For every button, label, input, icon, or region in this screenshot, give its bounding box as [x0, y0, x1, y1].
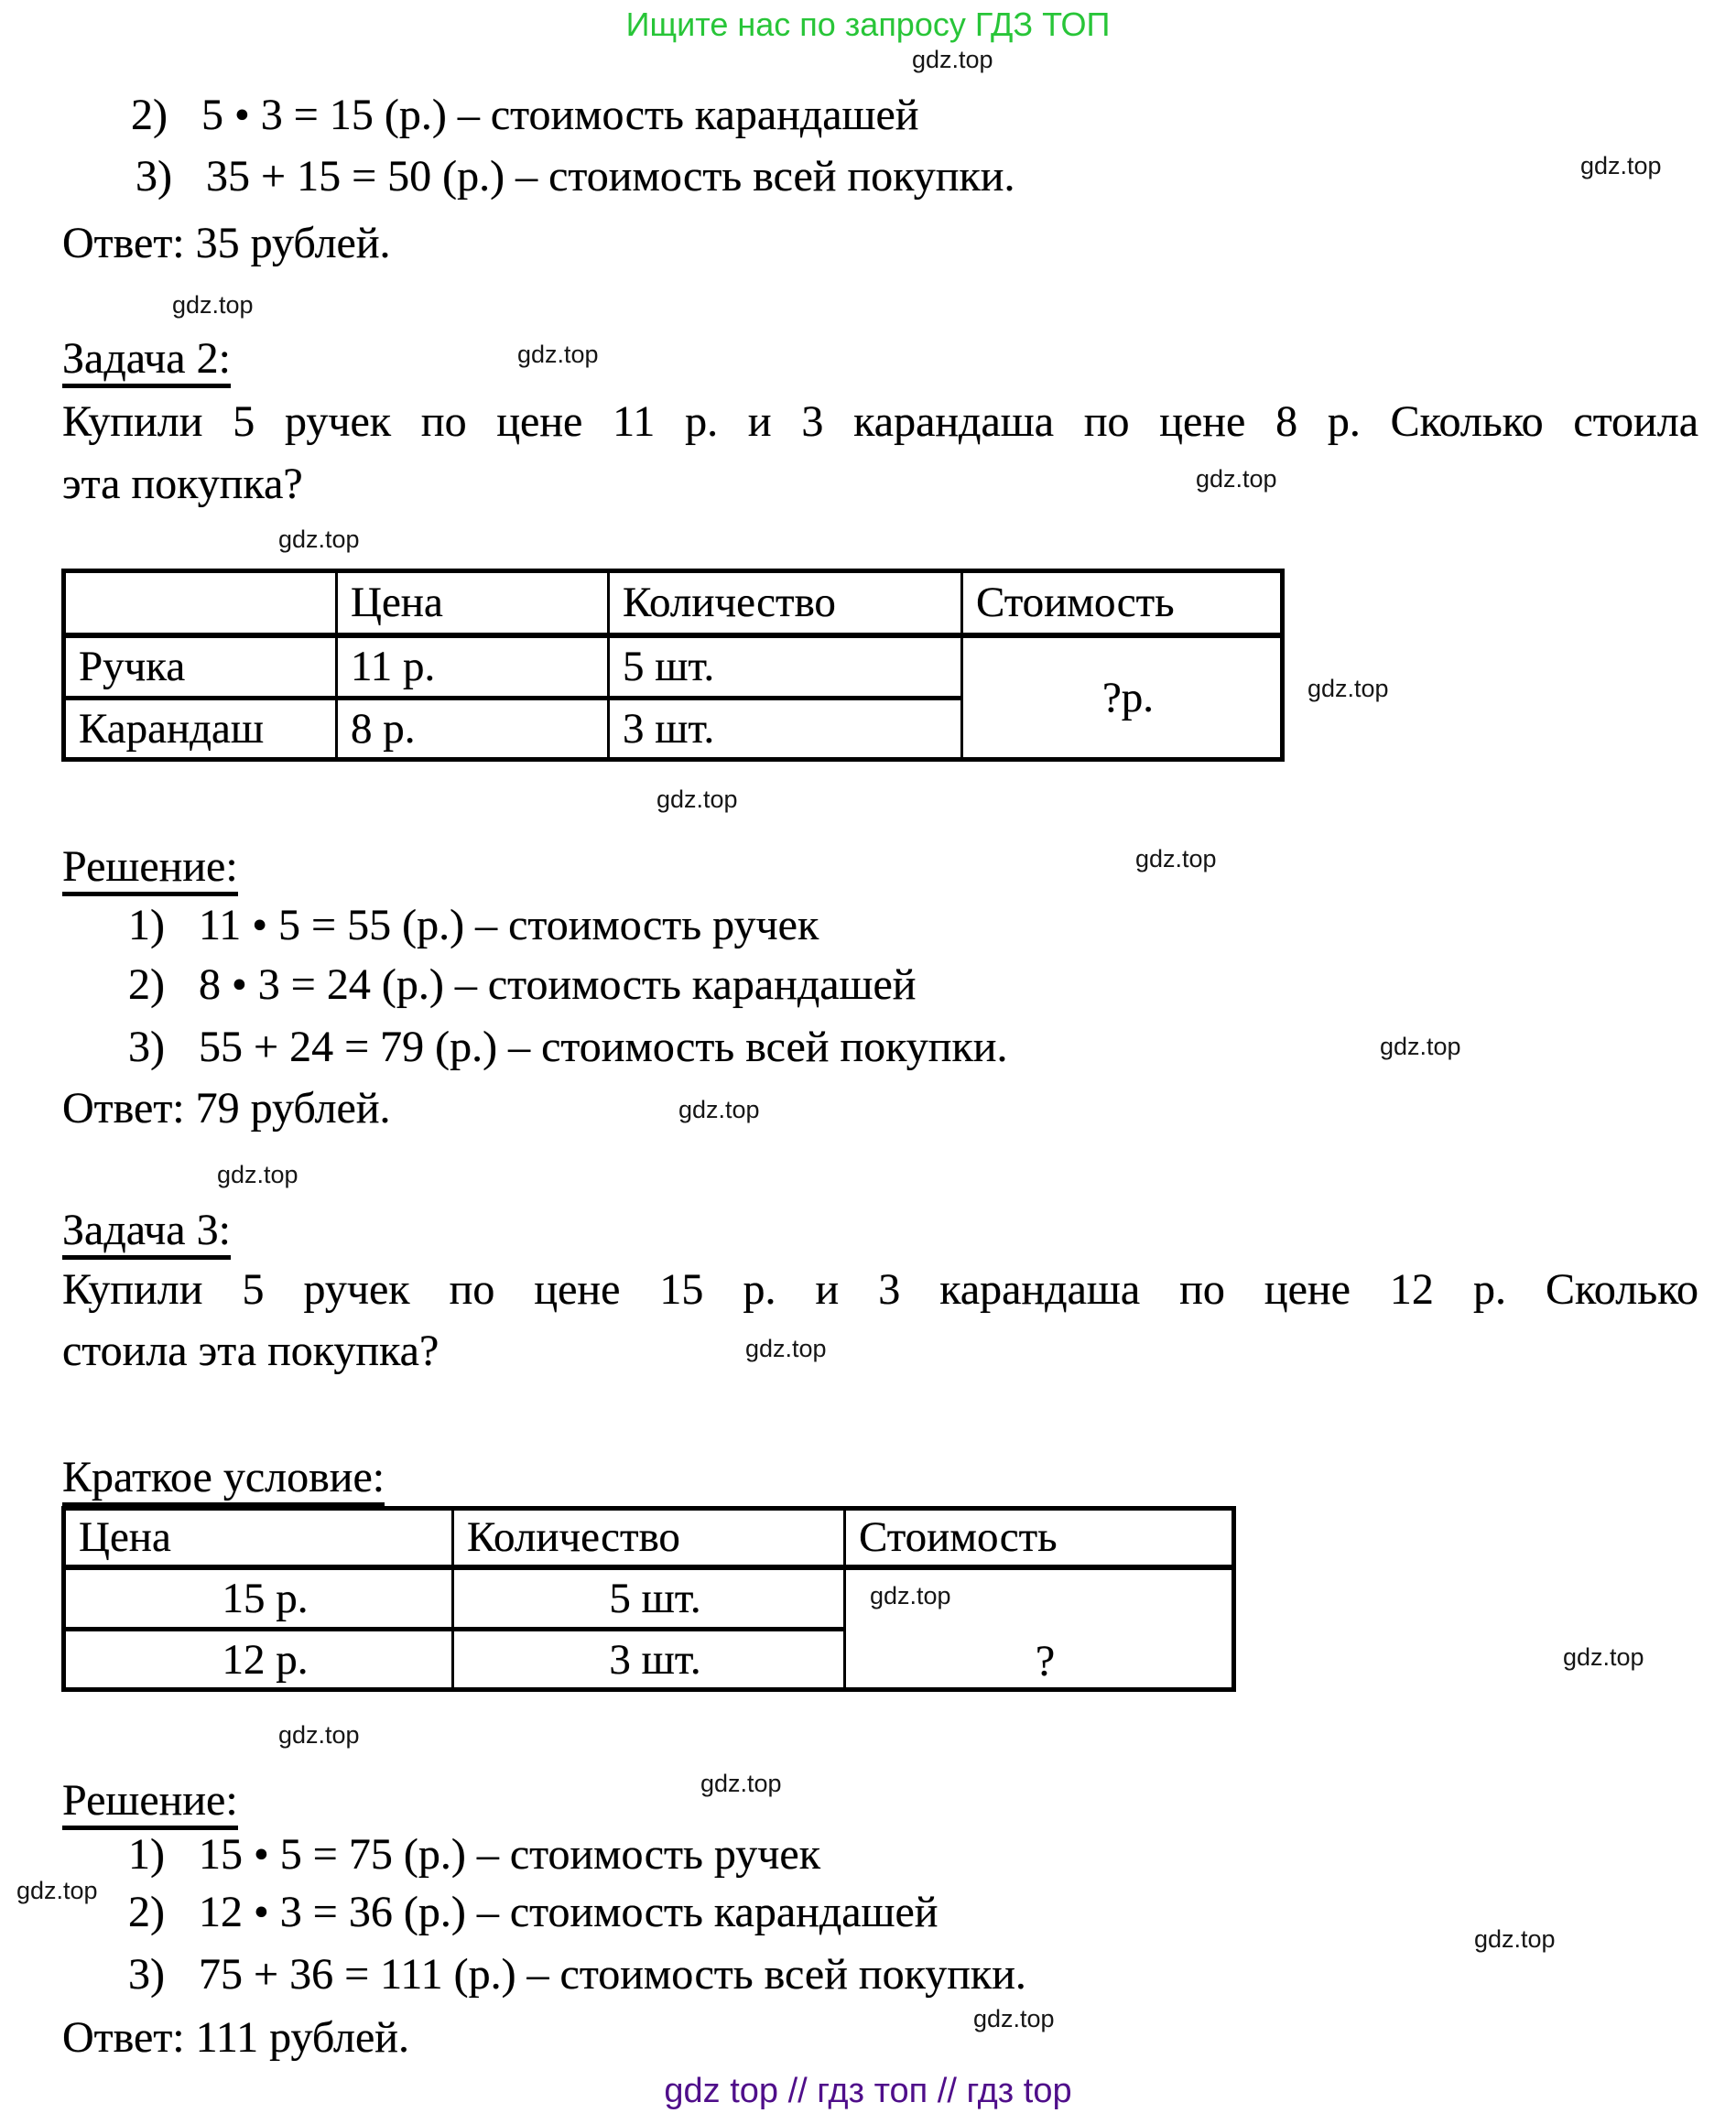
table-cell: 5 шт. [453, 1567, 845, 1630]
task2-solution-heading: Решение: [62, 845, 238, 896]
watermark: gdz.top [172, 291, 254, 319]
task3-solution-line [128, 1889, 939, 1936]
footer-watermark-text: gdz top // гдз топ // гдз top [664, 2072, 1072, 2110]
solution-text: 8 • 3 = 24 (р.) – стоимость карандашей [199, 960, 917, 1009]
task3-solution-line [128, 1951, 1026, 1999]
watermark: gdz.top [1580, 152, 1662, 179]
watermark: gdz.top [700, 1770, 782, 1797]
watermark: gdz.top [973, 2005, 1055, 2032]
table-header-cell [64, 571, 337, 635]
task3-heading: Задача 3: [62, 1208, 231, 1260]
task3-condition-table [61, 1506, 1236, 1692]
unknown-value: ? [1035, 1636, 1056, 1685]
list-marker: 3) [128, 1023, 165, 1071]
solution-text: 5 • 3 = 15 (р.) – стоимость карандашей [201, 91, 919, 139]
watermark: gdz.top [912, 46, 993, 73]
watermark: gdz.top [278, 1721, 360, 1749]
task3-statement-line: Купили 5 ручек по цене 15 р. и 3 карандаша по цене 12 р. Сколько [62, 1265, 1698, 1314]
task3-condition-heading: Краткое условие: [62, 1456, 385, 1507]
watermark: gdz.top [678, 1096, 760, 1123]
table-cell: 11 р. [337, 635, 609, 699]
table-cell: 15 р. [64, 1567, 453, 1630]
table-header-cell: Количество [609, 571, 962, 635]
table-header-cell: Цена [337, 571, 609, 635]
table-header-cell: Количество [453, 1509, 845, 1567]
solution-text: 12 • 3 = 36 (р.) – стоимость карандашей [199, 1888, 939, 1936]
list-marker: 1) [128, 1830, 165, 1879]
table-cell: 8 р. [337, 699, 609, 760]
task1-solution-line [136, 153, 1014, 200]
list-marker: 3) [136, 152, 172, 200]
task2-solution-line [128, 902, 819, 949]
watermark: gdz.top [517, 341, 599, 368]
task3-statement-line: стоила эта покупка? [62, 1327, 439, 1375]
watermark: gdz.top [1307, 675, 1389, 702]
task2-condition-table [61, 569, 1285, 762]
watermark: gdz.top [870, 1581, 951, 1609]
task2-statement-line: Купили 5 ручек по цене 11 р. и 3 карандаша по цене 8 р. Сколько стоила [62, 397, 1698, 446]
table-cell: 12 р. [64, 1630, 453, 1690]
task2-statement-line: эта покупка? [62, 460, 303, 508]
task1-solution-line [131, 92, 919, 139]
task2-heading: Задача 2: [62, 337, 231, 388]
list-marker: 3) [128, 1950, 165, 1999]
watermark: gdz.top [1196, 465, 1277, 493]
list-marker: 2) [131, 91, 168, 139]
table-cell: Ручка [64, 635, 337, 699]
promo-banner-text: Ищите нас по запросу ГДЗ ТОП [625, 5, 1111, 43]
table-header-cell: Цена [64, 1509, 453, 1567]
task3-answer: Ответ: 111 рублей. [62, 2013, 409, 2062]
watermark: gdz.top [1474, 1925, 1556, 1953]
task2-answer: Ответ: 79 рублей. [62, 1084, 391, 1132]
solution-text: 35 + 15 = 50 (р.) – стоимость всей покупки. [206, 152, 1015, 200]
task2-solution-line [128, 961, 917, 1009]
table-merged-cell: ?р. [962, 635, 1283, 760]
table-header-cell: Стоимость [845, 1509, 1234, 1567]
watermark: gdz.top [1563, 1643, 1644, 1671]
table-cell: 5 шт. [609, 635, 962, 699]
solution-text: 15 • 5 = 75 (р.) – стоимость ручек [199, 1830, 821, 1879]
watermark: gdz.top [278, 526, 360, 553]
list-marker: 2) [128, 960, 165, 1009]
task1-answer: Ответ: 35 рублей. [62, 219, 391, 267]
watermark: gdz.top [1135, 845, 1217, 872]
list-marker: 2) [128, 1888, 165, 1936]
task2-solution-line [128, 1024, 1007, 1071]
solution-text: 75 + 36 = 111 (р.) – стоимость всей покупки. [199, 1950, 1026, 1999]
watermark: gdz.top [16, 1877, 98, 1904]
watermark: gdz.top [1380, 1033, 1461, 1060]
task3-solution-line [128, 1831, 820, 1879]
table-merged-cell [845, 1567, 1234, 1690]
table-cell: 3 шт. [609, 699, 962, 760]
list-marker: 1) [128, 901, 165, 949]
solution-text: 11 • 5 = 55 (р.) – стоимость ручек [199, 901, 819, 949]
watermark: gdz.top [656, 786, 738, 813]
watermark: gdz.top [217, 1161, 298, 1188]
table-cell: Карандаш [64, 699, 337, 760]
watermark: gdz.top [745, 1335, 827, 1362]
table-cell: 3 шт. [453, 1630, 845, 1690]
table-header-cell: Стоимость [962, 571, 1283, 635]
task3-solution-heading: Решение: [62, 1779, 238, 1830]
solution-text: 55 + 24 = 79 (р.) – стоимость всей покупки. [199, 1023, 1008, 1071]
